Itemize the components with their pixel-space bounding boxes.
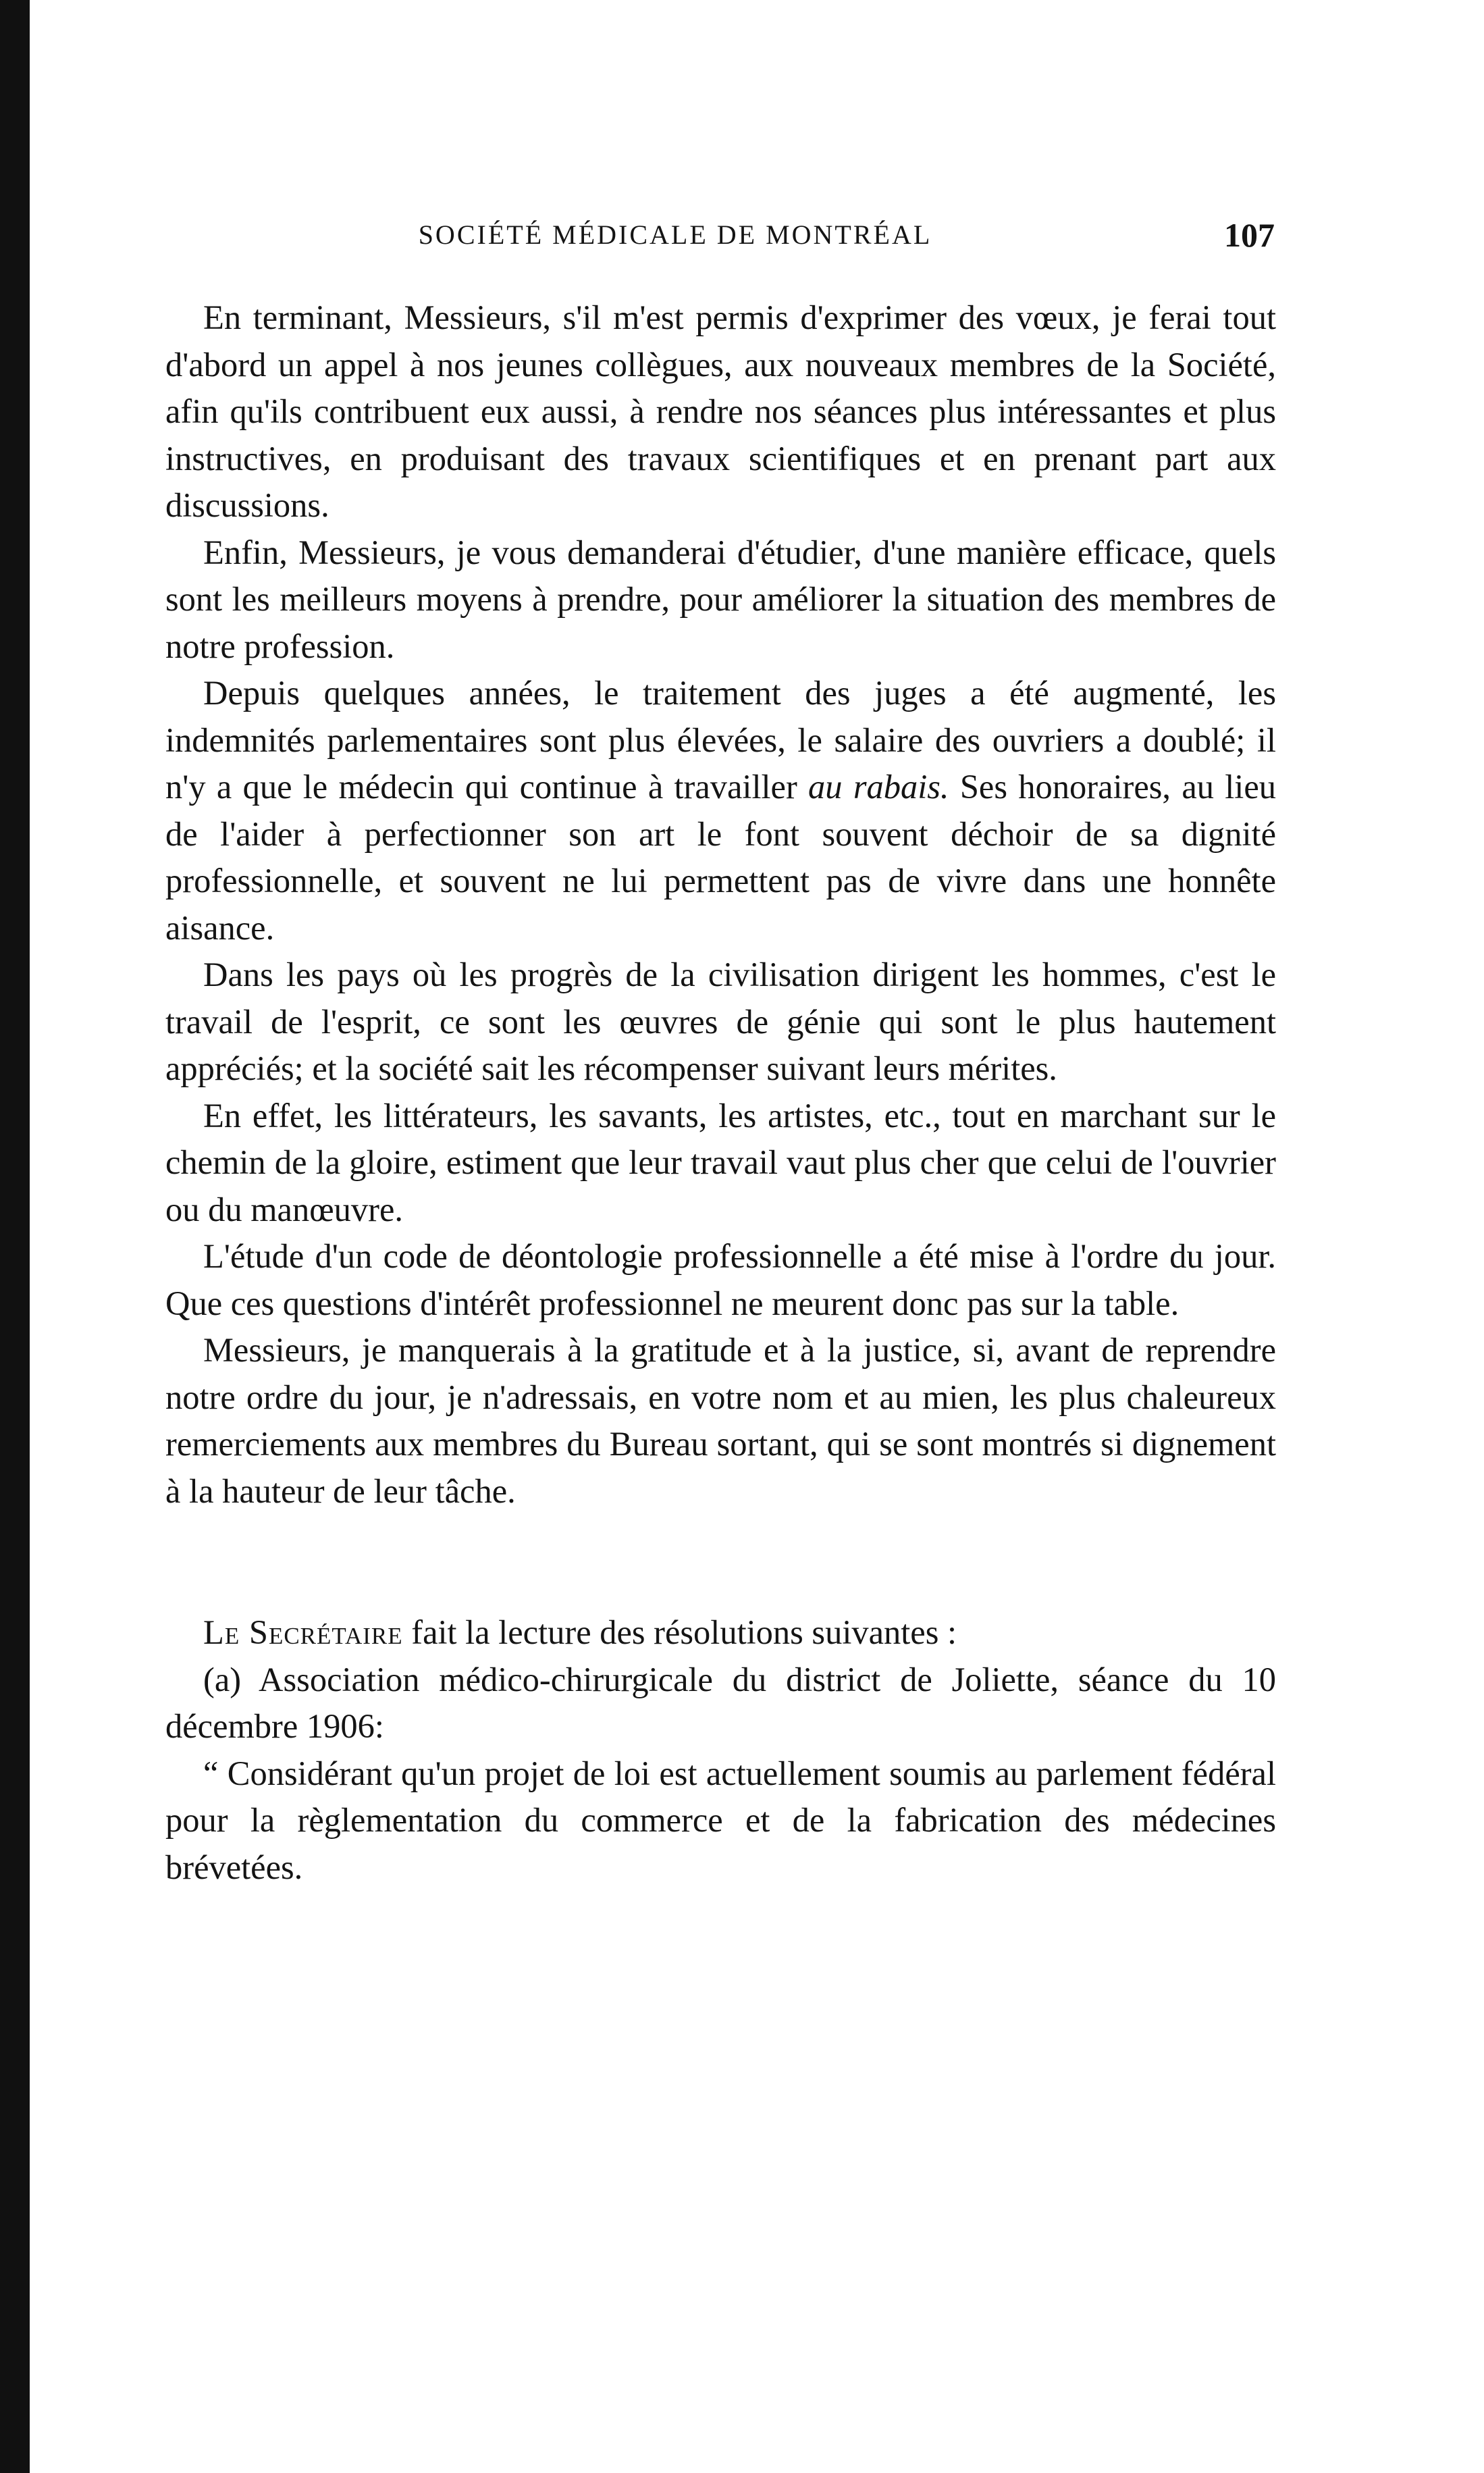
paragraph-civilisation: Dans les pays où les progrès de la civilisation dirigent les hommes, c'est le travail de l'esprit, ce sont les œuvres de génie qui sont le plus hautement appréciés; et la société sait les récompenser suivant leurs mérites. (165, 956, 1276, 1087)
section-break (165, 1515, 1276, 1609)
secretaire-text: fait la lecture des résolutions suivantes : (411, 1613, 957, 1651)
paragraph-considerant: “ Considérant qu'un projet de loi est actuellement soumis au parlement fédéral pour la règlementation du commerce et de la fabrication des médecines brévetées. (165, 1754, 1276, 1886)
paragraph-moyens: Enfin, Messieurs, je vous demanderai d'étudier, d'une manière efficace, quels sont les meilleurs moyens à prendre, pour améliorer la situation des membres de notre profession. (165, 533, 1276, 665)
scan-binding-edge (0, 0, 30, 2473)
paragraph-remerciements: Messieurs, je manquerais à la gratitude et à la justice, si, avant de reprendre notre ordre du jour, je n'adressais, en votre nom et au mien, les plus chaleureux remerciements aux membres du Bureau sortant, qui se sont montrés si dignement à la hauteur de leur tâche. (165, 1331, 1276, 1510)
secretaire-label: Le Secrétaire (203, 1613, 403, 1651)
paragraph-traitement-end: Ses honoraires, au lieu de l'aider à perfectionner son art le font souvent déchoir de sa dignité professionnelle, et souvent ne lui permettent pas de vivre dans une honnête aisance. (165, 768, 1276, 947)
page-header (177, 215, 1275, 255)
paragraph-secretaire (165, 1609, 1276, 1657)
running-head: SOCIÉTÉ MÉDICALE DE MONTRÉAL (418, 219, 932, 250)
paragraph-traitement (165, 670, 1276, 952)
page-body (165, 294, 1276, 1891)
page-number: 107 (1224, 216, 1275, 254)
italic-au-rabais: au rabais. (808, 768, 949, 806)
paragraph-deontologie: L'étude d'un code de déontologie professionnelle a été mise à l'ordre du jour. Que ces questions d'intérêt professionnel ne meurent donc pas sur la table. (165, 1237, 1276, 1322)
paragraph-traitement-start: Depuis quelques années, le traitement des juges a été augmenté, les indemnités parlementaires sont plus élevées, le salaire des ouvriers a doublé; il n'y a que le médecin qui continue à travailler (165, 674, 1276, 806)
paragraph-association-joliette: (a) Association médico-chirurgicale du district de Joliette, séance du 10 décembre 1906: (165, 1660, 1276, 1745)
paragraph-voeux: En terminant, Messieurs, s'il m'est permis d'exprimer des vœux, je ferai tout d'abord un appel à nos jeunes collègues, aux nouveaux membres de la Société, afin qu'ils contribuent eux aussi, à rendre nos séances plus intéressantes et plus instructives, en produisant des travaux scientifiques et en prenant part aux discussions. (165, 298, 1276, 524)
paragraph-litterateurs: En effet, les littérateurs, les savants, les artistes, etc., tout en marchant sur le chemin de la gloire, estiment que leur travail vaut plus cher que celui de l'ouvrier ou du manœuvre. (165, 1096, 1276, 1228)
